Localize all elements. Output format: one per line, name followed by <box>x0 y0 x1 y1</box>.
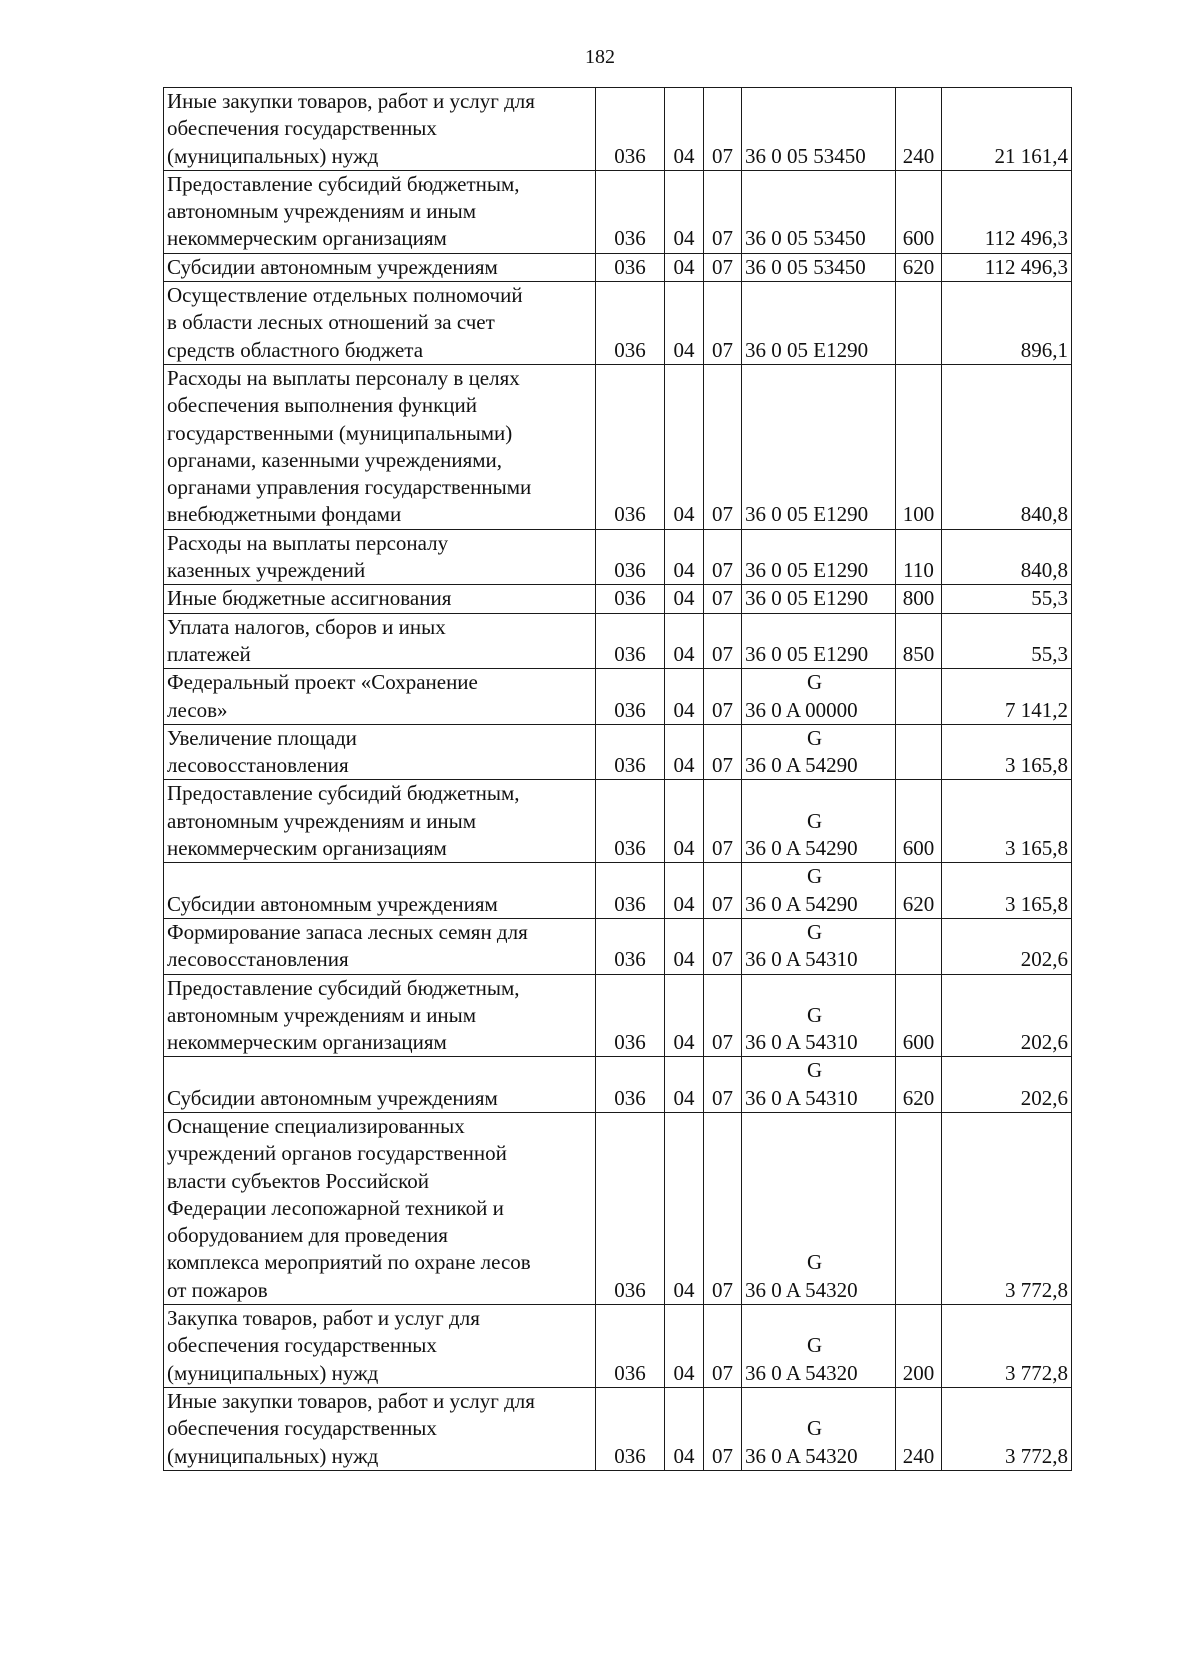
item-name: Расходы на выплаты персоналу казенных учреждений <box>164 529 596 585</box>
expense-type-code: 110 <box>896 529 942 585</box>
admin-code: 036 <box>596 974 665 1057</box>
amount: 202,6 <box>942 918 1072 974</box>
table-row <box>164 669 1072 725</box>
target-article-code <box>742 918 896 974</box>
target-article-code <box>742 1057 896 1113</box>
section-code: 04 <box>665 282 704 365</box>
expense-type-code: 850 <box>896 613 942 669</box>
target-article-number: 36 0 A 54310 <box>745 1085 858 1110</box>
table-row <box>164 1387 1072 1470</box>
section-code: 04 <box>665 170 704 253</box>
section-code: 04 <box>665 974 704 1057</box>
expense-type-code: 620 <box>896 1057 942 1113</box>
table-row <box>164 282 1072 365</box>
admin-code: 036 <box>596 1112 665 1304</box>
admin-code: 036 <box>596 1387 665 1470</box>
table-row <box>164 863 1072 919</box>
admin-code: 036 <box>596 88 665 171</box>
admin-code: 036 <box>596 364 665 529</box>
table-row <box>164 1305 1072 1388</box>
target-article-code <box>742 669 896 725</box>
target-article-number: 36 0 A 00000 <box>745 697 858 722</box>
expense-type-code <box>896 724 942 780</box>
section-code: 04 <box>665 364 704 529</box>
expense-type-code: 620 <box>896 253 942 281</box>
table-row <box>164 613 1072 669</box>
expense-type-code <box>896 669 942 725</box>
amount: 7 141,2 <box>942 669 1072 725</box>
target-article-number: 36 0 05 53450 <box>745 143 866 168</box>
expense-type-code <box>896 918 942 974</box>
item-name: Предоставление субсидий бюджетным, автономным учреждениям и иным некоммерческим организациям <box>164 974 596 1057</box>
section-code: 04 <box>665 918 704 974</box>
subsection-code: 07 <box>704 364 742 529</box>
subsection-code: 07 <box>704 1057 742 1113</box>
target-article-code <box>742 364 896 529</box>
target-article-code <box>742 1305 896 1388</box>
admin-code: 036 <box>596 170 665 253</box>
expense-type-code: 600 <box>896 780 942 863</box>
expense-type-code: 600 <box>896 170 942 253</box>
item-name: Осуществление отдельных полномочий в области лесных отношений за счет средств областного бюджета <box>164 282 596 365</box>
amount: 3 772,8 <box>942 1112 1072 1304</box>
section-code: 04 <box>665 613 704 669</box>
table-row <box>164 529 1072 585</box>
item-name: Увеличение площади лесовосстановления <box>164 724 596 780</box>
amount: 3 772,8 <box>942 1387 1072 1470</box>
admin-code: 036 <box>596 918 665 974</box>
amount: 896,1 <box>942 282 1072 365</box>
expense-type-code: 600 <box>896 974 942 1057</box>
amount: 112 496,3 <box>942 170 1072 253</box>
item-name: Предоставление субсидий бюджетным, автономным учреждениям и иным некоммерческим организациям <box>164 170 596 253</box>
target-article-letter: G <box>807 1058 823 1083</box>
table-row <box>164 1057 1072 1113</box>
table-row <box>164 585 1072 613</box>
subsection-code: 07 <box>704 918 742 974</box>
section-code: 04 <box>665 1057 704 1113</box>
item-name: Расходы на выплаты персоналу в целях обеспечения выполнения функций государственными (муниципальными) органами, казенными учреждениями, органами управления государственными внебюджетными фондами <box>164 364 596 529</box>
target-article-number: 36 0 A 54290 <box>745 836 858 861</box>
admin-code: 036 <box>596 529 665 585</box>
expense-type-code: 240 <box>896 88 942 171</box>
subsection-code: 07 <box>704 1387 742 1470</box>
section-code: 04 <box>665 780 704 863</box>
target-article-code <box>742 724 896 780</box>
subsection-code: 07 <box>704 669 742 725</box>
admin-code: 036 <box>596 1305 665 1388</box>
target-article-code <box>742 863 896 919</box>
table-row <box>164 88 1072 171</box>
section-code: 04 <box>665 863 704 919</box>
item-name: Субсидии автономным учреждениям <box>164 863 596 919</box>
section-code: 04 <box>665 1112 704 1304</box>
section-code: 04 <box>665 585 704 613</box>
table-row <box>164 170 1072 253</box>
page-number: 182 <box>585 46 615 68</box>
admin-code: 036 <box>596 613 665 669</box>
table-row <box>164 724 1072 780</box>
target-article-code <box>742 613 896 669</box>
expense-type-code: 800 <box>896 585 942 613</box>
target-article-number: 36 0 05 E1290 <box>745 337 869 362</box>
target-article-number: 36 0 05 E1290 <box>745 558 869 583</box>
target-article-code <box>742 780 896 863</box>
admin-code: 036 <box>596 724 665 780</box>
amount: 55,3 <box>942 585 1072 613</box>
target-article-letter: G <box>807 725 823 750</box>
expense-type-code <box>896 1112 942 1304</box>
admin-code: 036 <box>596 585 665 613</box>
item-name: Иные бюджетные ассигнования <box>164 585 596 613</box>
target-article-code <box>742 88 896 171</box>
subsection-code: 07 <box>704 974 742 1057</box>
subsection-code: 07 <box>704 170 742 253</box>
section-code: 04 <box>665 253 704 281</box>
target-article-letter: G <box>807 1416 823 1441</box>
section-code: 04 <box>665 529 704 585</box>
subsection-code: 07 <box>704 585 742 613</box>
subsection-code: 07 <box>704 253 742 281</box>
item-name: Закупка товаров, работ и услуг для обеспечения государственных (муниципальных) нужд <box>164 1305 596 1388</box>
item-name: Предоставление субсидий бюджетным, автономным учреждениям и иным некоммерческим организациям <box>164 780 596 863</box>
subsection-code: 07 <box>704 724 742 780</box>
expense-type-code: 620 <box>896 863 942 919</box>
expense-type-code: 100 <box>896 364 942 529</box>
expense-type-code: 240 <box>896 1387 942 1470</box>
admin-code: 036 <box>596 1057 665 1113</box>
admin-code: 036 <box>596 669 665 725</box>
table-row <box>164 918 1072 974</box>
item-name: Субсидии автономным учреждениям <box>164 253 596 281</box>
admin-code: 036 <box>596 780 665 863</box>
subsection-code: 07 <box>704 863 742 919</box>
amount: 21 161,4 <box>942 88 1072 171</box>
target-article-code <box>742 170 896 253</box>
amount: 3 772,8 <box>942 1305 1072 1388</box>
section-code: 04 <box>665 1305 704 1388</box>
table-row <box>164 1112 1072 1304</box>
target-article-letter: G <box>807 919 823 944</box>
table-body <box>164 88 1072 1471</box>
amount: 55,3 <box>942 613 1072 669</box>
target-article-code <box>742 974 896 1057</box>
subsection-code: 07 <box>704 1112 742 1304</box>
target-article-number: 36 0 05 E1290 <box>745 641 869 666</box>
table-row <box>164 364 1072 529</box>
expense-type-code: 200 <box>896 1305 942 1388</box>
target-article-number: 36 0 A 54290 <box>745 753 858 778</box>
target-article-code <box>742 282 896 365</box>
target-article-number: 36 0 05 E1290 <box>745 502 869 527</box>
amount: 202,6 <box>942 974 1072 1057</box>
target-article-code <box>742 253 896 281</box>
target-article-letter: G <box>807 1250 823 1275</box>
item-name: Субсидии автономным учреждениям <box>164 1057 596 1113</box>
target-article-number: 36 0 A 54320 <box>745 1277 858 1302</box>
section-code: 04 <box>665 724 704 780</box>
target-article-letter: G <box>807 864 823 889</box>
table-row <box>164 253 1072 281</box>
admin-code: 036 <box>596 282 665 365</box>
table-row <box>164 974 1072 1057</box>
target-article-number: 36 0 05 E1290 <box>745 586 869 611</box>
section-code: 04 <box>665 1387 704 1470</box>
amount: 3 165,8 <box>942 780 1072 863</box>
target-article-letter: G <box>807 1333 823 1358</box>
amount: 840,8 <box>942 529 1072 585</box>
expense-type-code <box>896 282 942 365</box>
subsection-code: 07 <box>704 780 742 863</box>
target-article-letter: G <box>807 808 823 833</box>
amount: 202,6 <box>942 1057 1072 1113</box>
subsection-code: 07 <box>704 613 742 669</box>
target-article-code <box>742 529 896 585</box>
subsection-code: 07 <box>704 1305 742 1388</box>
budget-table <box>163 87 1072 1471</box>
item-name: Иные закупки товаров, работ и услуг для обеспечения государственных (муниципальных) нужд <box>164 88 596 171</box>
amount: 3 165,8 <box>942 863 1072 919</box>
target-article-number: 36 0 A 54290 <box>745 891 858 916</box>
item-name: Федеральный проект «Сохранение лесов» <box>164 669 596 725</box>
section-code: 04 <box>665 669 704 725</box>
amount: 840,8 <box>942 364 1072 529</box>
target-article-code <box>742 1387 896 1470</box>
subsection-code: 07 <box>704 282 742 365</box>
target-article-letter: G <box>807 1002 823 1027</box>
target-article-code <box>742 585 896 613</box>
target-article-code <box>742 1112 896 1304</box>
amount: 112 496,3 <box>942 253 1072 281</box>
item-name: Оснащение специализированных учреждений органов государственной власти субъектов Российской Федерации лесопожарной техникой и оборудованием для проведения комплекса мероприятий по охране лесов от пожаров <box>164 1112 596 1304</box>
target-article-number: 36 0 A 54320 <box>745 1360 858 1385</box>
target-article-number: 36 0 A 54310 <box>745 947 858 972</box>
subsection-code: 07 <box>704 88 742 171</box>
admin-code: 036 <box>596 863 665 919</box>
subsection-code: 07 <box>704 529 742 585</box>
table-row <box>164 780 1072 863</box>
target-article-number: 36 0 05 53450 <box>745 254 866 279</box>
item-name: Иные закупки товаров, работ и услуг для обеспечения государственных (муниципальных) нужд <box>164 1387 596 1470</box>
item-name: Уплата налогов, сборов и иных платежей <box>164 613 596 669</box>
section-code: 04 <box>665 88 704 171</box>
amount: 3 165,8 <box>942 724 1072 780</box>
target-article-number: 36 0 A 54320 <box>745 1443 858 1468</box>
target-article-number: 36 0 05 53450 <box>745 226 866 251</box>
item-name: Формирование запаса лесных семян для лесовосстановления <box>164 918 596 974</box>
target-article-letter: G <box>807 670 823 695</box>
target-article-number: 36 0 A 54310 <box>745 1030 858 1055</box>
admin-code: 036 <box>596 253 665 281</box>
